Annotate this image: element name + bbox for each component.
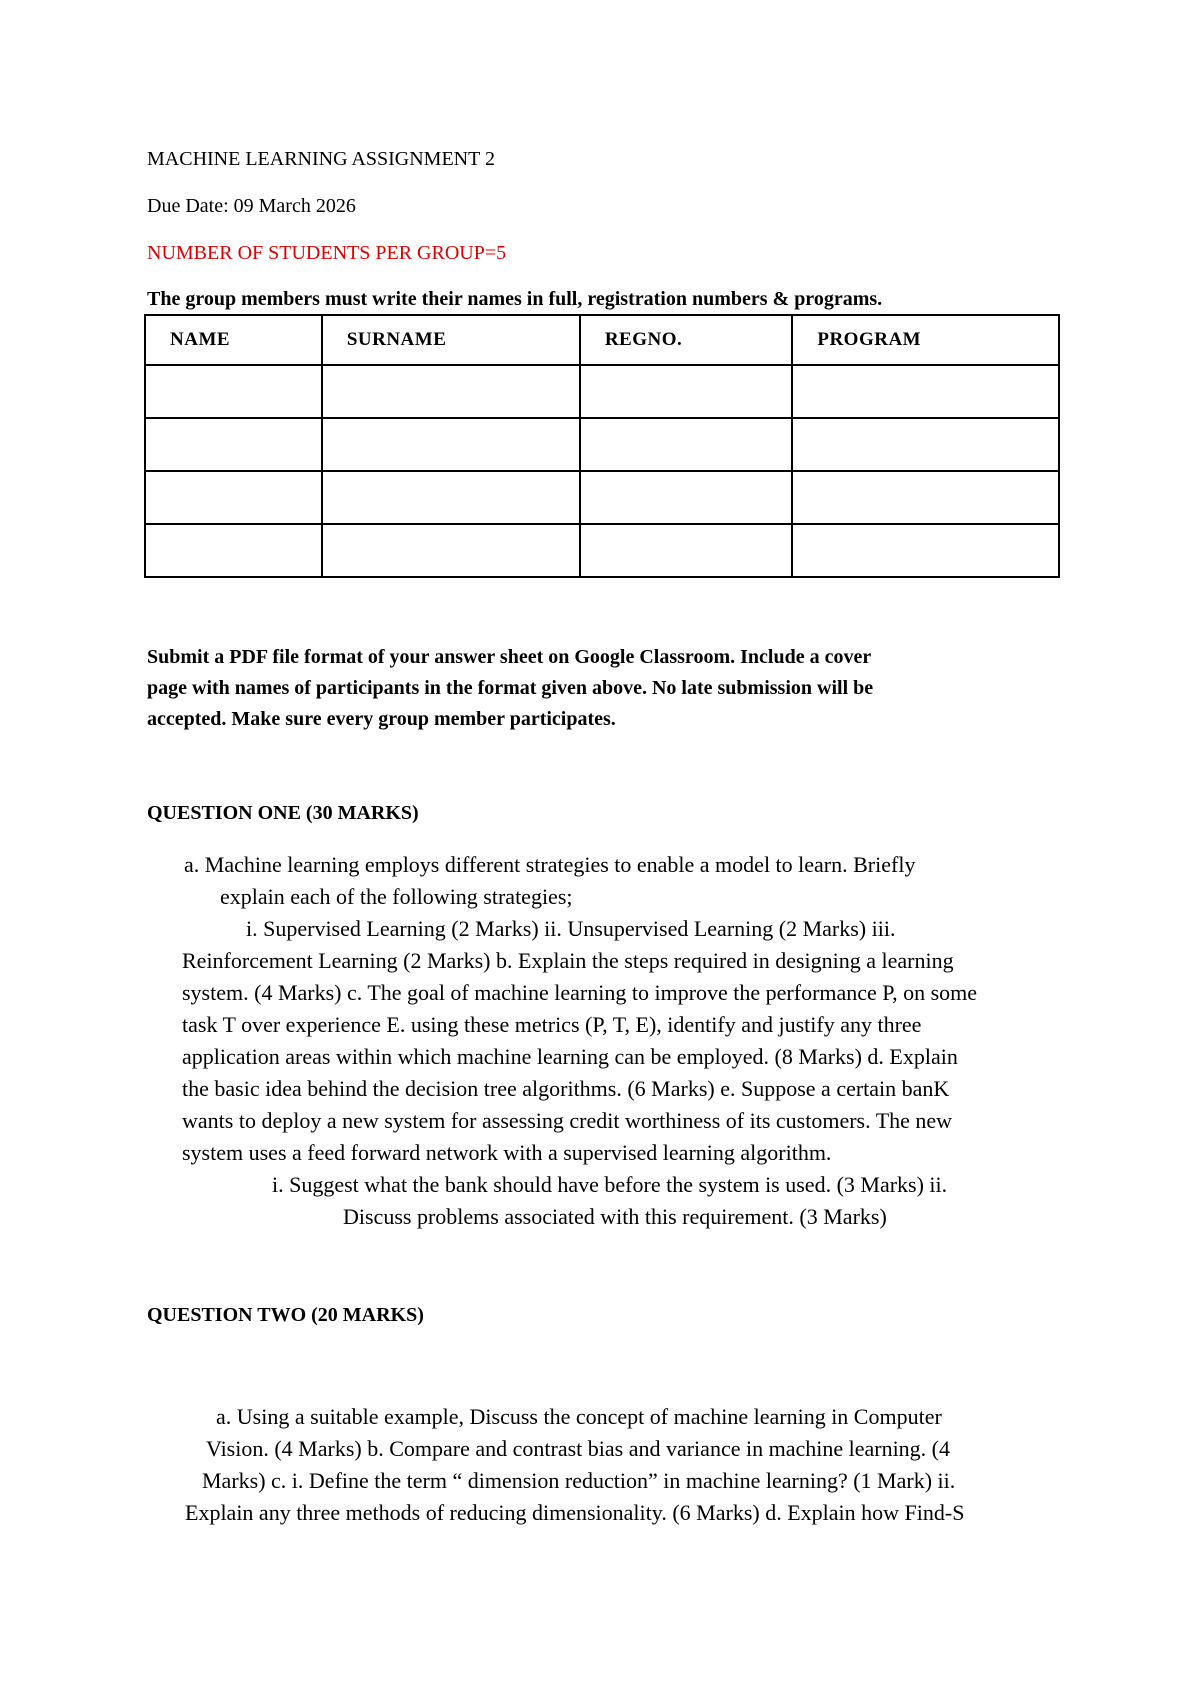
- question-one-heading: QUESTION ONE (30 MARKS): [147, 802, 419, 824]
- submission-line: Submit a PDF file format of your answer sheet on Google Classroom. Include a cover: [147, 646, 872, 668]
- table-cell: [792, 524, 1059, 577]
- table-cell: [580, 418, 793, 471]
- table-row: [145, 471, 1059, 524]
- table-row: [145, 365, 1059, 418]
- question-two-line: Explain any three methods of reducing dimensionality. (6 Marks) d. Explain how Find-S: [185, 1500, 965, 1525]
- column-header-regno: REGNO.: [580, 315, 793, 365]
- table-cell: [322, 365, 580, 418]
- table-cell: [580, 471, 793, 524]
- table-cell: [145, 418, 322, 471]
- members-table: [144, 314, 1060, 578]
- question-one-line: application areas within which machine learning can be employed. (8 Marks) d. Explain: [182, 1044, 958, 1069]
- question-one-line: task T over experience E. using these metrics (P, T, E), identify and justify any three: [182, 1012, 922, 1037]
- submission-line: accepted. Make sure every group member participates.: [147, 708, 616, 730]
- submission-line: page with names of participants in the format given above. No late submission will be: [147, 677, 874, 699]
- table-cell: [145, 471, 322, 524]
- question-one-line: the basic idea behind the decision tree algorithms. (6 Marks) e. Suppose a certain banK: [182, 1076, 950, 1101]
- question-two-line: a. Using a suitable example, Discuss the concept of machine learning in Computer: [216, 1404, 942, 1429]
- due-date: Due Date: 09 March 2026: [147, 195, 356, 217]
- table-row: [145, 524, 1059, 577]
- question-one-line: a. Machine learning employs different strategies to enable a model to learn. Briefly: [184, 852, 916, 877]
- table-cell: [792, 471, 1059, 524]
- table-cell: [792, 365, 1059, 418]
- question-one-line: system uses a feed forward network with a supervised learning algorithm.: [182, 1140, 832, 1165]
- question-one-line: i. Suggest what the bank should have before the system is used. (3 Marks) ii.: [272, 1172, 948, 1197]
- question-one-line: wants to deploy a new system for assessing credit worthiness of its customers. The new: [182, 1108, 953, 1133]
- question-two-line: Vision. (4 Marks) b. Compare and contrast bias and variance in machine learning. (4: [206, 1436, 951, 1461]
- table-cell: [580, 365, 793, 418]
- question-one-line: Discuss problems associated with this requirement. (3 Marks): [343, 1204, 887, 1229]
- submission-instructions: [147, 642, 1067, 735]
- table-cell: [322, 471, 580, 524]
- question-two-line: Marks) c. i. Define the term “ dimension reduction” in machine learning? (1 Mark) ii.: [202, 1468, 956, 1493]
- question-one-line: i. Supervised Learning (2 Marks) ii. Unsupervised Learning (2 Marks) iii.: [246, 916, 896, 941]
- members-instruction: The group members must write their names in full, registration numbers & programs.: [147, 288, 883, 310]
- table-cell: [145, 365, 322, 418]
- question-one-line: explain each of the following strategies;: [220, 884, 573, 909]
- table-cell: [580, 524, 793, 577]
- table-row: [145, 418, 1059, 471]
- column-header-name: NAME: [145, 315, 322, 365]
- question-one-line: system. (4 Marks) c. The goal of machine learning to improve the performance P, on some: [182, 980, 978, 1005]
- table-cell: [792, 418, 1059, 471]
- column-header-program: PROGRAM: [792, 315, 1059, 365]
- table-cell: [322, 418, 580, 471]
- column-header-surname: SURNAME: [322, 315, 580, 365]
- table-header-row: [145, 315, 1059, 365]
- question-two-heading: QUESTION TWO (20 MARKS): [147, 1304, 424, 1326]
- assignment-title: MACHINE LEARNING ASSIGNMENT 2: [147, 148, 495, 170]
- question-one-line: Reinforcement Learning (2 Marks) b. Explain the steps required in designing a learning: [182, 948, 954, 973]
- group-size-notice: NUMBER OF STUDENTS PER GROUP=5: [147, 242, 507, 264]
- table-cell: [145, 524, 322, 577]
- table-cell: [322, 524, 580, 577]
